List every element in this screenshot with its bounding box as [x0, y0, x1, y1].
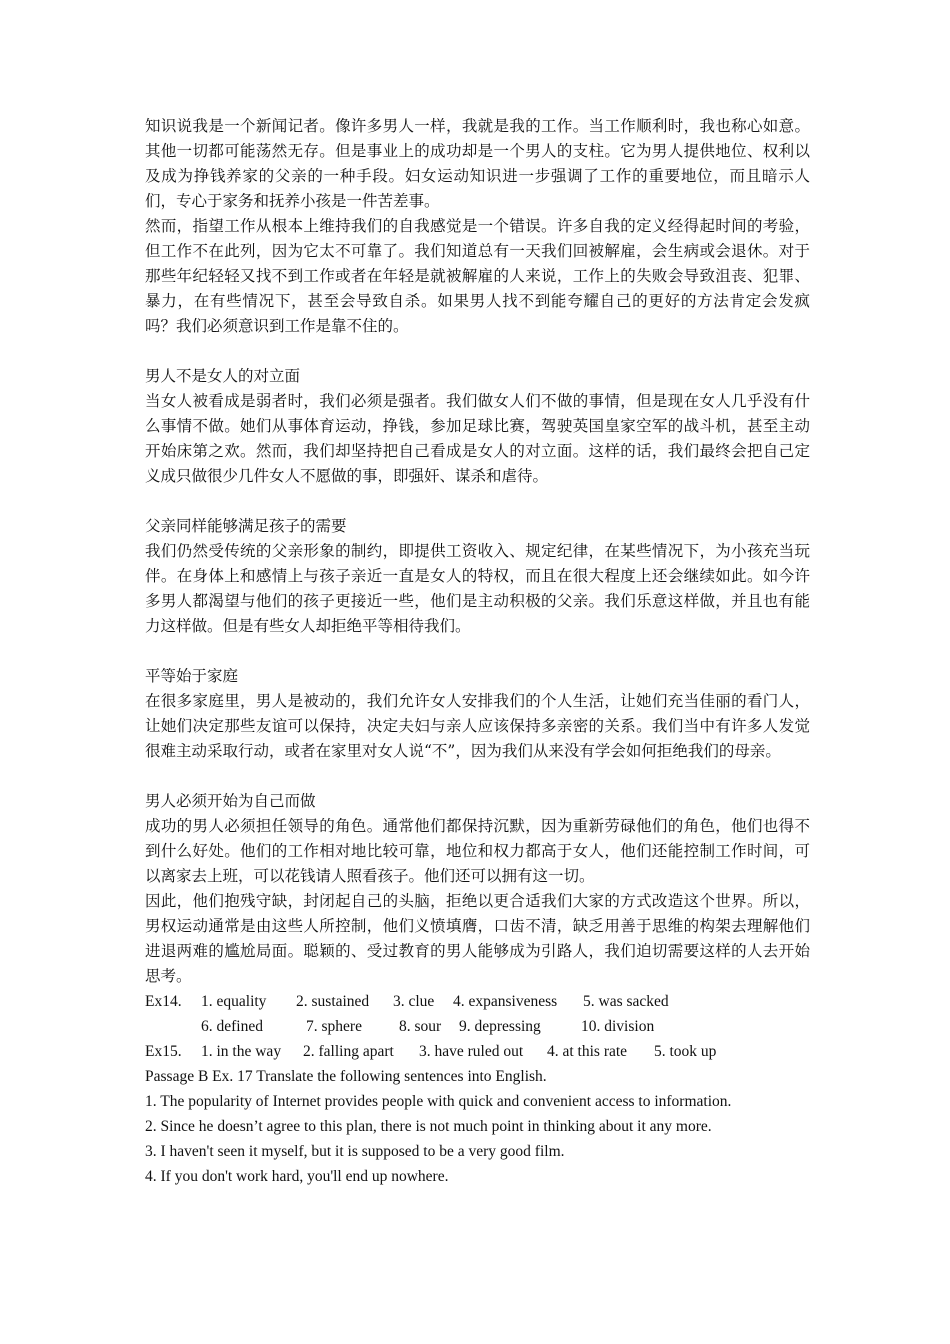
spacer: [145, 339, 810, 364]
translation-sentence: 3. I haven't seen it myself, but it is supposed to be a very good film.: [145, 1143, 565, 1160]
answer-item: 3. have ruled out: [419, 1043, 524, 1060]
section-heading: 男人必须开始为自己而做: [145, 792, 316, 810]
answer-item: 9. depressing: [459, 1018, 541, 1035]
answer-item: 4. expansiveness: [453, 993, 558, 1010]
ex14-row-1: [145, 989, 810, 1014]
answer-item: 1. in the way: [201, 1043, 282, 1060]
answer-item: 5. was sacked: [583, 993, 669, 1010]
paragraph: 知识说我是一个新闻记者。像许多男人一样，我就是我的工作。当工作顺利时，我也称心如意。其他一切都可能荡然无存。但是事业上的成功却是一个男人的支柱。它为男人提供地位、权利以及成为挣钱养家的父亲的一种手段。妇女运动知识进一步强调了工作的重要地位，而且暗示人们，专心于家务和抚养小孩是一件苦差事。: [145, 117, 810, 210]
section-heading: 父亲同样能够满足孩子的需要: [145, 517, 347, 535]
ex15-row: [145, 1039, 810, 1064]
paragraph: 当女人被看成是弱者时，我们必须是强者。我们做女人们不做的事情，但是现在女人几乎没有什么事情不做。她们从事体育运动，挣钱，参加足球比赛，驾驶英国皇家空军的战斗机，甚至主动开始床第之欢。然而，我们却坚持把自己看成是女人的对立面。这样的话，我们最终会把自己定义成只做很少几件女人不愿做的事，即强奸、谋杀和虐待。: [145, 392, 810, 485]
paragraph: 成功的男人必须担任领导的角色。通常他们都保持沉默，因为重新劳碌他们的角色，他们也得不到什么好处。他们的工作相对地比较可靠，地位和权力都高于女人，他们还能控制工作时间，可以离家去上班，可以花钱请人照看孩子。他们还可以拥有这一切。: [145, 817, 810, 885]
translation-sentence: 4. If you don't work hard, you'll end up nowhere.: [145, 1168, 449, 1185]
spacer: [145, 489, 810, 514]
translation-sentence: 2. Since he doesn’t agree to this plan, there is not much point in thinking about it any more.: [145, 1118, 712, 1135]
paragraph: 然而，指望工作从根本上维持我们的自我感觉是一个错误。许多自我的定义经得起时间的考验，但工作不在此列，因为它太不可靠了。我们知道总有一天我们回被解雇，会生病或会退休。对于那些年纪轻轻又找不到工作或者在年轻是就被解雇的人来说，工作上的失败会导致沮丧、犯罪、暴力，在有些情况下，甚至会导致自杀。如果男人找不到能夸耀自己的更好的方法肯定会发疯吗？我们必须意识到工作是靠不住的。: [145, 217, 810, 335]
answer-item: 1. equality: [201, 993, 267, 1010]
answer-item: 5. took up: [654, 1043, 717, 1060]
answer-item: 3. clue: [393, 993, 435, 1010]
answer-item: 2. sustained: [296, 993, 370, 1010]
document-page: [145, 114, 810, 1189]
answer-item: 7. sphere: [306, 1018, 362, 1035]
answer-item: 8. sour: [399, 1018, 442, 1035]
paragraph: 在很多家庭里，男人是被动的，我们允许女人安排我们的个人生活，让她们充当佳丽的看门人，让她们决定那些友谊可以保持，决定夫妇与亲人应该保持多亲密的关系。我们当中有许多人发觉很难主动采取行动，或者在家里对女人说“不”，因为我们从来没有学会如何拒绝我们的母亲。: [145, 692, 810, 760]
paragraph: 因此，他们抱残守缺，封闭起自己的头脑，拒绝以更合适我们大家的方式改造这个世界。所以，男权运动通常是由这些人所控制，他们义愤填膺，口齿不清，缺乏用善于思维的构架去理解他们进退两难的尴尬局面。聪颖的、受过教育的男人能够成为引路人，我们迫切需要这样的人去开始思考。: [145, 892, 810, 985]
spacer: [145, 639, 810, 664]
answer-item: 2. falling apart: [303, 1043, 394, 1060]
translation-sentence: 1. The popularity of Internet provides people with quick and convenient access to information.: [145, 1093, 732, 1110]
answer-item: 10. division: [581, 1018, 655, 1035]
answer-item: 4. at this rate: [547, 1043, 628, 1060]
ex14-row-2: [145, 1014, 810, 1039]
paragraph: 我们仍然受传统的父亲形象的制约，即提供工资收入、规定纪律，在某些情况下，为小孩充当玩伴。在身体上和感情上与孩子亲近一直是女人的特权，而且在很大程度上还会继续如此。如今许多男人都渴望与他们的孩子更接近一些，他们是主动积极的父亲。我们乐意这样做，并且也有能力这样做。但是有些女人却拒绝平等相待我们。: [145, 542, 810, 635]
section-heading: 男人不是女人的对立面: [145, 367, 301, 385]
passage-b-title: Passage B Ex. 17 Translate the following sentences into English.: [145, 1068, 547, 1085]
ex15-label: Ex15.: [145, 1043, 182, 1060]
answer-item: 6. defined: [201, 1018, 263, 1035]
section-heading: 平等始于家庭: [145, 667, 239, 685]
spacer: [145, 764, 810, 789]
ex14-label: Ex14.: [145, 993, 182, 1010]
